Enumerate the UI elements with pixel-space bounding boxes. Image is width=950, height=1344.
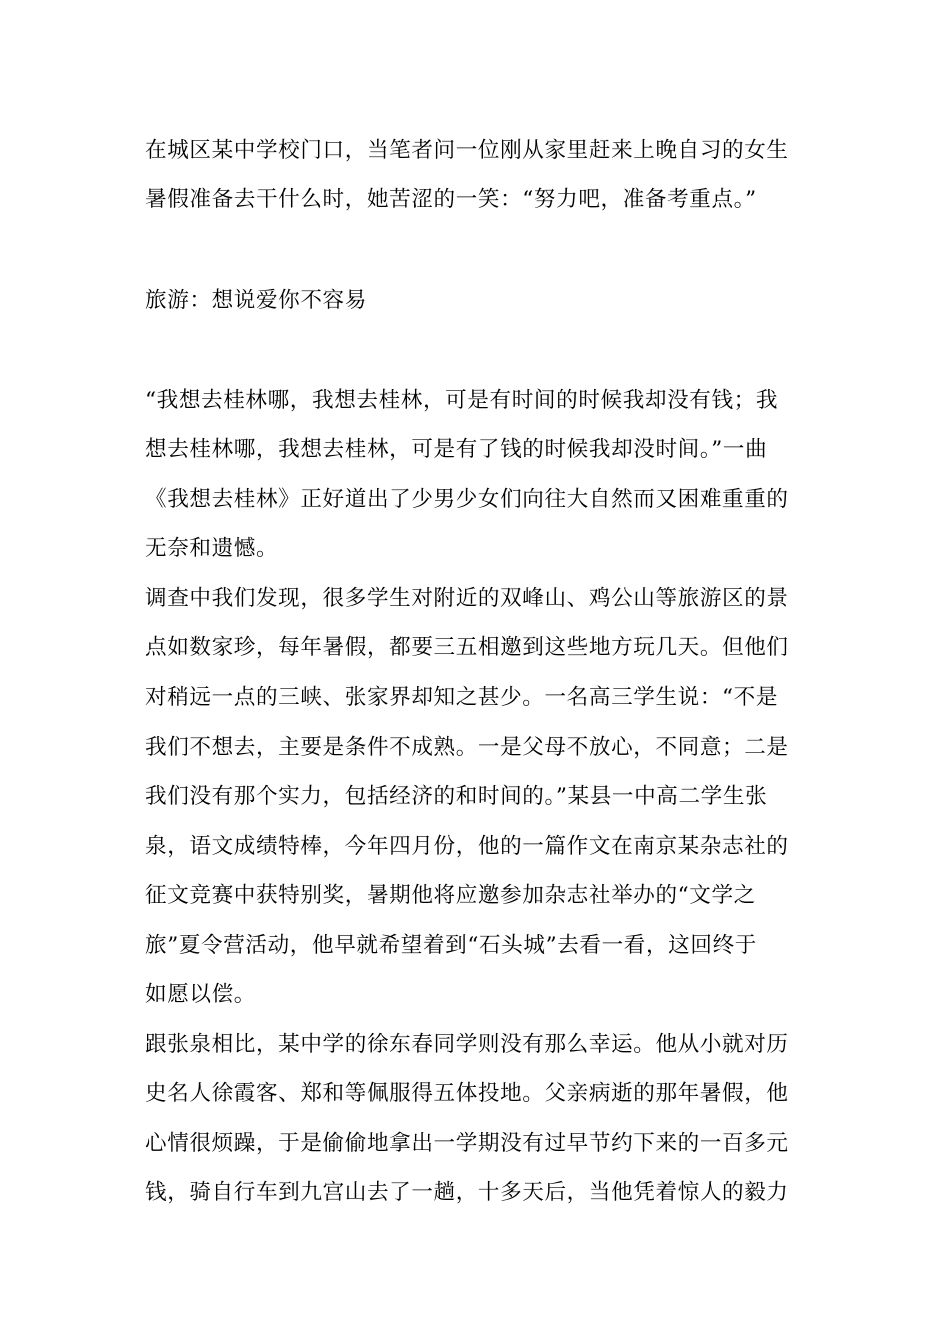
paragraph-line: 钱，骑自行车到九宫山去了一趟，十多天后，当他凭着惊人的毅力 [145, 1180, 789, 1205]
section-heading: 旅游：想说爱你不容易 [145, 288, 367, 313]
paragraph-line: 征文竞赛中获特别奖，暑期他将应邀参加杂志社举办的“文学之 [145, 883, 756, 908]
paragraph-line: 点如数家珍，每年暑假，都要三五相邀到这些地方玩几天。但他们 [145, 635, 789, 660]
paragraph-line: 《我想去桂林》正好道出了少男少女们向往大自然而又困难重重的 [145, 487, 789, 512]
paragraph-line: 如愿以偿。 [145, 982, 256, 1007]
paragraph-line: 暑假准备去干什么时，她苦涩的一笑：“努力吧，准备考重点。” [145, 187, 757, 212]
paragraph-line: 在城区某中学校门口，当笔者问一位刚从家里赶来上晚自习的女生 [145, 138, 789, 163]
paragraph-line: 泉，语文成绩特棒，今年四月份，他的一篇作文在南京某杂志社的 [145, 834, 789, 859]
paragraph-line: 我们没有那个实力，包括经济的和时间的。”某县一中高二学生张 [145, 784, 768, 809]
paragraph-line: 我们不想去，主要是条件不成熟。一是父母不放心，不同意；二是 [145, 735, 789, 760]
paragraph-line: “我想去桂林哪，我想去桂林，可是有时间的时候我却没有钱；我 [145, 388, 779, 413]
paragraph-line: 跟张泉相比，某中学的徐东春同学则没有那么幸运。他从小就对历 [145, 1032, 789, 1057]
paragraph-line: 想去桂林哪，我想去桂林，可是有了钱的时候我却没时间。”一曲 [145, 437, 768, 462]
paragraph-line: 史名人徐霞客、郑和等佩服得五体投地。父亲病逝的那年暑假，他 [145, 1081, 789, 1106]
paragraph-line: 调查中我们发现，很多学生对附近的双峰山、鸡公山等旅游区的景 [145, 586, 789, 611]
paragraph-line: 心情很烦躁，于是偷偷地拿出一学期没有过早节约下来的一百多元 [145, 1131, 789, 1156]
paragraph-line: 对稍远一点的三峡、张家界却知之甚少。一名高三学生说：“不是 [145, 685, 779, 710]
paragraph-line: 旅”夏令营活动，他早就希望着到“石头城”去看一看，这回终于 [145, 933, 757, 958]
paragraph-line: 无奈和遗憾。 [145, 536, 279, 561]
